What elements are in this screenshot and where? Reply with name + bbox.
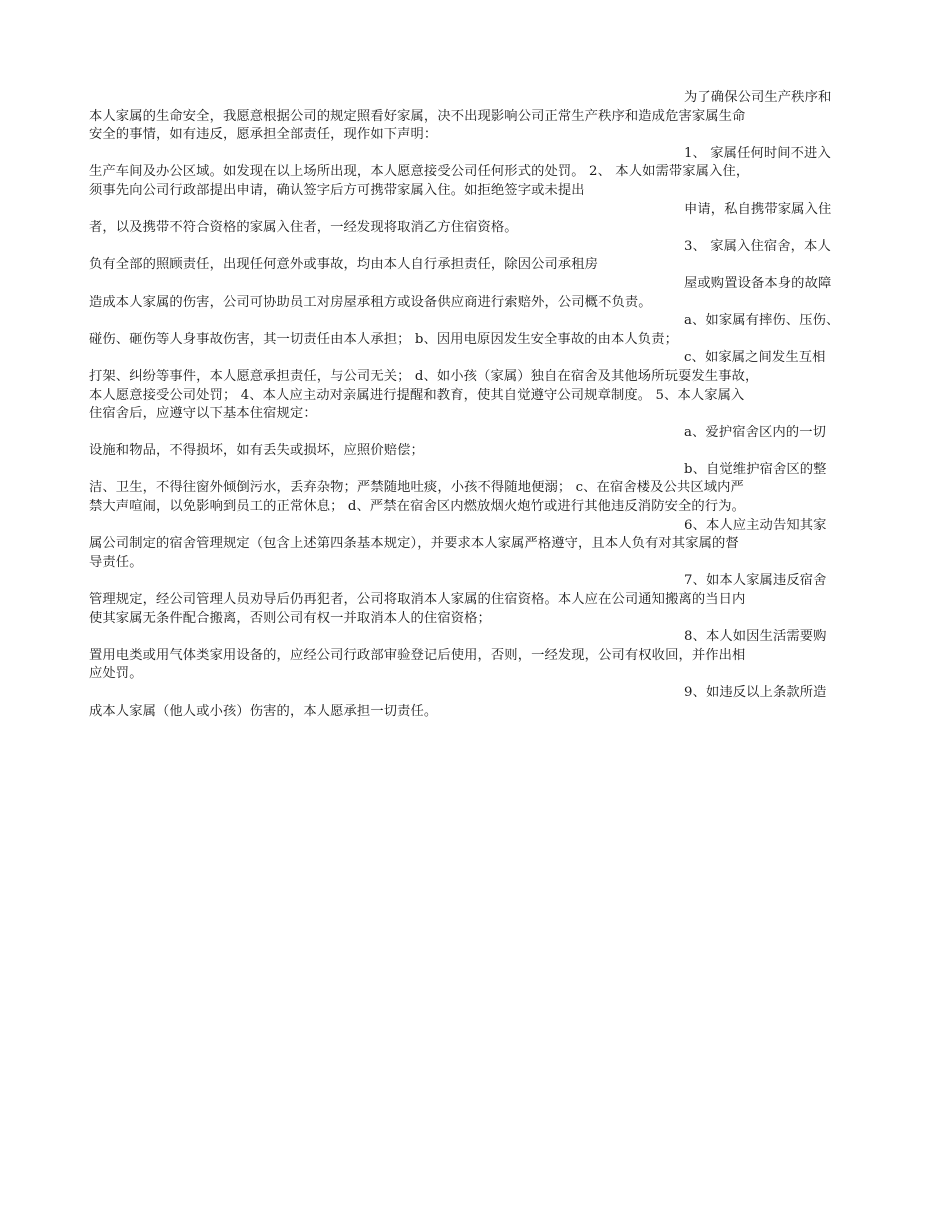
text-line: 7、如本人家属违反宿舍 xyxy=(684,573,827,589)
text-line: 住宿舍后，应遵守以下基本住宿规定： xyxy=(89,406,317,422)
text-line: 8、本人如因生活需要购 xyxy=(684,629,827,645)
text-line: 屋或购置设备本身的故障 xyxy=(684,275,832,291)
text-line: 属公司制定的宿舍管理规定（包含上述第四条基本规定），并要求本人家属严格遵守，且本人负有对其家属的督 xyxy=(89,536,739,552)
text-line: 禁大声喧闹，以免影响到员工的正常休息； d、严禁在宿舍区内燃放烟火炮竹或进行其他违反消防安全的行为。 xyxy=(89,499,745,515)
text-line: a、爱护宿舍区内的一切 xyxy=(684,424,826,440)
text-line: 碰伤、砸伤等人身事故伤害，其一切责任由本人承担； b、因用电原因发生安全事故的由本人负责； xyxy=(89,331,679,347)
text-line: 须事先向公司行政部提出申请，确认签字后方可携带家属入住。如拒绝签字或未提出 xyxy=(89,182,585,198)
text-line: 本人愿意接受公司处罚； 4、本人应主动对亲属进行提醒和教育，使其自觉遵守公司规章制度。 5、本人家属入 xyxy=(89,387,745,403)
text-line: 负有全部的照顾责任，出现任何意外或事故，均由本人自行承担责任，除因公司承租房 xyxy=(89,257,599,273)
text-line: 申请，私自携带家属入住 xyxy=(684,201,832,217)
text-line: 应处罚。 xyxy=(89,666,143,682)
text-line: 安全的事情，如有违反，愿承担全部责任，现作如下声明： xyxy=(89,127,438,143)
text-line: b、自觉维护宿舍区的整 xyxy=(684,461,827,477)
text-line: 为了确保公司生产秩序和 xyxy=(684,90,832,105)
text-line: 1、 家属任何时间不进入 xyxy=(684,145,831,161)
text-line: c、如家属之间发生互相 xyxy=(684,350,826,366)
text-line: 置用电类或用气体类家用设备的，应经公司行政部审验登记后使用，否则，一经发现，公司有权收回，并作出相 xyxy=(89,647,746,663)
text-line: 洁、卫生，不得往窗外倾倒污水，丢弃杂物；严禁随地吐痰，小孩不得随地便溺； c、在宿舍楼及公共区域内严 xyxy=(89,480,744,496)
declaration-body xyxy=(89,89,857,721)
text-line: 6、本人应主动告知其家 xyxy=(684,517,827,533)
text-line: 本人家属的生命安全，我愿意根据公司的规定照看好家属，决不出现影响公司正常生产秩序和造成危害家属生命 xyxy=(89,108,746,124)
text-line: 者，以及携带不符合资格的家属入住者，一经发现将取消乙方住宿资格。 xyxy=(89,220,518,236)
text-line: 使其家属无条件配合搬离，否则公司有权一并取消本人的住宿资格； xyxy=(89,610,491,626)
text-line: 3、 家属入住宿舍，本人 xyxy=(684,238,831,254)
text-line: 9、如违反以上条款所造 xyxy=(684,685,827,700)
text-line: 成本人家属（他人或小孩）伤害的，本人愿承担一切责任。 xyxy=(89,703,438,719)
text-line: a、如家属有摔伤、压伤、 xyxy=(684,313,840,329)
text-line: 设施和物品，不得损坏，如有丢失或损坏，应照价赔偿； xyxy=(89,443,424,459)
text-line: 造成本人家属的伤害，公司可协助员工对房屋承租方或设备供应商进行索赔外，公司概不负责。 xyxy=(89,294,652,310)
text-line: 打架、纠纷等事件，本人愿意承担责任，与公司无关； d、如小孩（家属）独自在宿舍及其他场所玩耍发生事故， xyxy=(89,368,759,384)
text-line: 生产车间及办公区域。如发现在以上场所出现，本人愿意接受公司任何形式的处罚。 2、 本人如需带家属入住， xyxy=(89,164,750,180)
text-line: 管理规定，经公司管理人员劝导后仍再犯者，公司将取消本人家属的住宿资格。本人应在公司通知搬离的当日内 xyxy=(89,592,746,608)
text-line: 导责任。 xyxy=(89,554,143,570)
